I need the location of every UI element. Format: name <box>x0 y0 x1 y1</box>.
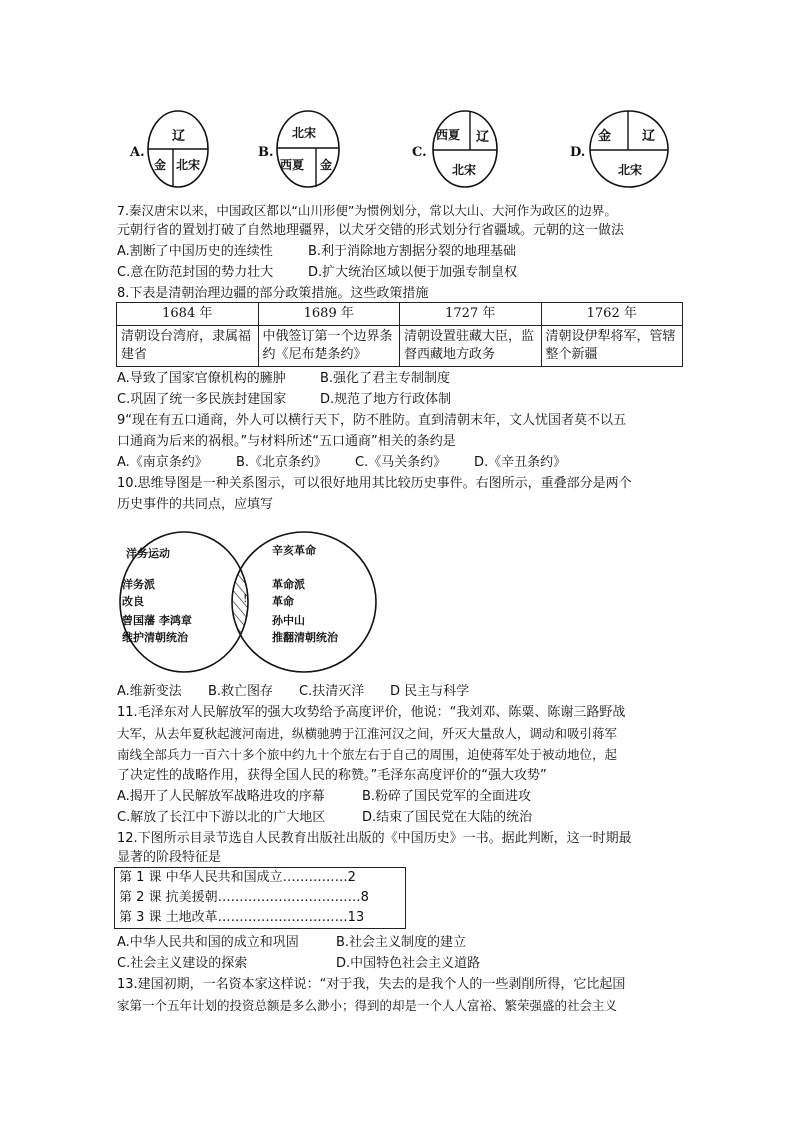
q12-option-b[interactable]: B.社会主义制度的建立 <box>336 935 467 950</box>
q7-stem: 元朝行省的置划打破了自然地理疆界，以犬牙交错的形式划分行省疆域。元朝的这一做法 <box>117 223 625 238</box>
q9-stem: 口通商为后来的祸根。”与材料所述“五口通商”相关的条约是 <box>117 434 456 449</box>
q9-option-b[interactable]: B.《北京条约》 <box>236 455 328 470</box>
q10-stem: 10.思维导图是一种关系图示，可以很好地用其比较历史事件。右图所示，重叠部分是两个 <box>117 476 632 491</box>
venn-right-item: 推翻清朝统治 <box>272 631 338 644</box>
q11-option-b[interactable]: B.粉碎了国民党军的全面进攻 <box>362 789 532 804</box>
map-label: 北宋 <box>618 163 643 177</box>
q8-table <box>116 302 683 367</box>
table-header: 1727 年 <box>400 303 542 326</box>
q7-option-b[interactable]: B.利于消除地方割据分裂的地理基础 <box>308 244 517 259</box>
map-circle <box>276 110 340 188</box>
q9-option-c[interactable]: C.《马关条约》 <box>355 455 447 470</box>
q11-option-a[interactable]: A.揭开了人民解放军战略进攻的序幕 <box>117 789 325 804</box>
q10-option-d[interactable]: D 民主与科学 <box>390 684 470 699</box>
table-cell: 中俄签订第一个边界条约《尼布楚条约》 <box>258 326 400 367</box>
q12-option-c[interactable]: C.社会主义建设的探索 <box>117 956 248 971</box>
svg-text:!: ! <box>243 592 248 605</box>
option-letter: D. <box>570 145 586 160</box>
map-label: 金 <box>320 158 333 172</box>
map-label: 辽 <box>476 130 490 145</box>
venn-left-title: 洋务运动 <box>126 547 170 560</box>
q7-option-d[interactable]: D.扩大统治区域以便于加强专制皇权 <box>308 265 518 280</box>
table-cell: 清朝设台湾府，隶属福建省 <box>117 326 259 367</box>
venn-left-item: 维护清朝统治 <box>122 631 188 644</box>
option-letter: C. <box>412 145 427 160</box>
q8-option-b[interactable]: B.强化了君主专制制度 <box>320 371 451 386</box>
table-header: 1689 年 <box>258 303 400 326</box>
toc-row: 第 3 课 土地改革…………………………13 <box>119 910 365 925</box>
q10-option-c[interactable]: C.扶清灭洋 <box>299 684 365 699</box>
map-label: 西夏 <box>280 158 305 172</box>
venn-left-item: 曾国藩 李鸿章 <box>122 614 192 627</box>
map-label: 金 <box>154 158 167 172</box>
q8-option-c[interactable]: C.巩固了统一多民族封建国家 <box>117 392 287 407</box>
map-label: 西夏 <box>436 128 461 142</box>
q6-option-a[interactable] <box>130 110 210 190</box>
q9-option-d[interactable]: D.《辛丑条约》 <box>474 455 567 470</box>
toc-row: 第 2 课 抗美援朝……………………………8 <box>119 890 369 905</box>
q12-table-of-contents <box>114 867 406 929</box>
venn-right-item: 孙中山 <box>272 614 305 627</box>
q11-option-c[interactable]: C.解放了长江中下游以北的广大地区 <box>117 810 326 825</box>
q8-stem: 8.下表是清朝治理边疆的部分政策措施。这些政策措施 <box>117 286 429 301</box>
q7-option-a[interactable]: A.割断了中国历史的连续性 <box>117 244 273 259</box>
q11-stem: 11.毛泽东对人民解放军的强大攻势给予高度评价，他说：“我刘邓、陈粟、陈谢三路野战 <box>117 705 626 720</box>
venn-left-item: 洋务派 <box>122 578 155 591</box>
q6-option-d[interactable] <box>570 110 670 190</box>
q7-stem: 7.秦汉唐宋以来，中国政区都以“山川形便”为惯例划分，常以大山、大河作为政区的边界。 <box>117 203 617 218</box>
table-cell: 清朝设置驻藏大臣，监督西藏地方政务 <box>400 326 542 367</box>
map-circle <box>147 110 209 188</box>
q12-option-d[interactable]: D.中国特色社会主义道路 <box>336 956 481 971</box>
table-cell: 清朝设伊犁将军，管辖整个新疆 <box>541 326 683 367</box>
venn-right-item: 革命派 <box>272 578 305 591</box>
q11-stem: 南线全部兵力一百六十多个旅中约九十个旅左右于自己的周围，迫使蒋军处于被动地位，起 <box>117 747 618 762</box>
q6-option-b[interactable] <box>258 110 340 190</box>
q8-option-d[interactable]: D.规范了地方行政体制 <box>320 392 452 407</box>
option-letter: B. <box>258 145 274 160</box>
option-letter: A. <box>130 145 145 160</box>
toc-row: 第 1 课 中华人民共和国成立……………2 <box>119 870 356 885</box>
q6-option-c[interactable] <box>412 110 498 190</box>
q10-stem: 历史事件的共同点，应填写 <box>117 497 274 512</box>
map-label: 辽 <box>172 129 186 144</box>
q9-option-a[interactable]: A.《南京条约》 <box>117 455 208 470</box>
table-header: 1684 年 <box>117 303 259 326</box>
q11-stem: 了决定性的战略作用，获得全国人民的称赞。”毛泽东高度评价的“强大攻势” <box>117 768 547 783</box>
q8-option-a[interactable]: A.导致了国家官僚机构的臃肿 <box>117 371 286 386</box>
q10-option-a[interactable]: A.维新变法 <box>117 684 182 699</box>
q13-stem: 13.建国初期，一名资本家这样说：“对于我，失去的是我个人的一些剥削所得，它比起国 <box>117 977 626 992</box>
q9-stem: 9“现在有五口通商，外人可以横行天下，防不胜防。直到清朝末年，文人忧国者莫不以五 <box>117 413 627 428</box>
q11-option-d[interactable]: D.结束了国民党在大陆的统治 <box>362 810 533 825</box>
venn-left-item: 改良 <box>122 595 144 608</box>
q12-stem: 显著的阶段特征是 <box>117 850 222 865</box>
q13-stem: 家第一个五年计划的投资总额是多么渺小；得到的却是一个人人富裕、繁荣强盛的社会主义 <box>117 998 618 1013</box>
venn-right-title: 辛亥革命 <box>272 544 316 557</box>
venn-diagram <box>118 530 378 680</box>
map-label: 北宋 <box>176 158 201 172</box>
map-label: 金 <box>598 129 612 144</box>
q10-option-b[interactable]: B.救亡图存 <box>208 684 274 699</box>
venn-right-item: 革命 <box>272 595 294 608</box>
map-label: 北宋 <box>292 126 317 140</box>
table-header: 1762 年 <box>541 303 683 326</box>
q11-stem: 大军，从去年夏秋起渡河南进，纵横驰骋于江淮河汉之间，歼灭大量敌人，调动和吸引蒋军 <box>117 726 618 741</box>
q12-stem: 12.下图所示目录节选自人民教育出版社出版的《中国历史》一书。据此判断，这一时期最 <box>117 831 632 846</box>
q7-option-c[interactable]: C.意在防范封国的势力壮大 <box>117 265 274 280</box>
map-label: 辽 <box>642 129 656 144</box>
map-label: 北宋 <box>452 163 477 177</box>
q12-option-a[interactable]: A.中华人民共和国的成立和巩固 <box>117 935 299 950</box>
